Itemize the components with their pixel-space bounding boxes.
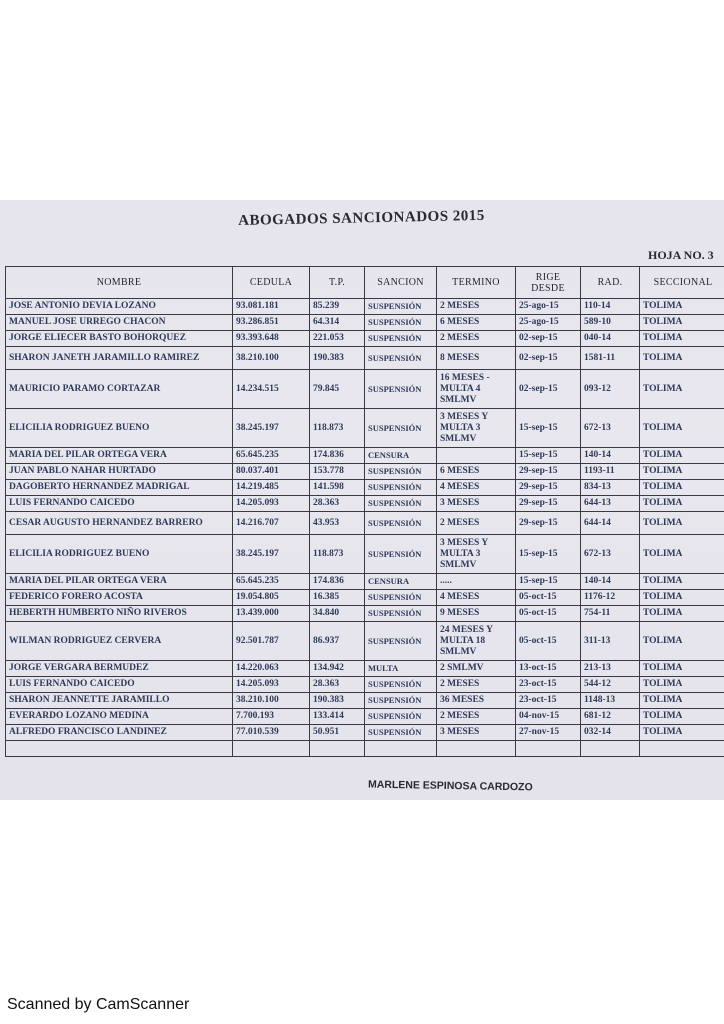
empty-cell	[437, 741, 516, 757]
cell-sancion: SUSPENSIÓN	[365, 677, 437, 693]
cell-cedula: 38.245.197	[233, 535, 310, 574]
cell-cedula: 93.081.181	[233, 299, 310, 315]
cell-sancion: MULTA	[365, 661, 437, 677]
cell-sancion: SUSPENSIÓN	[365, 496, 437, 512]
cell-rad: 672-13	[581, 535, 640, 574]
cell-tp: 174.836	[310, 448, 365, 464]
cell-cedula: 14.205.093	[233, 677, 310, 693]
cell-rige-desde: 23-oct-15	[516, 693, 581, 709]
cell-nombre: JUAN PABLO NAHAR HURTADO	[6, 464, 233, 480]
cell-cedula: 92.501.787	[233, 622, 310, 661]
cell-cedula: 65.645.235	[233, 574, 310, 590]
header-rige-desde: RIGE DESDE	[516, 267, 581, 299]
cell-nombre: EVERARDO LOZANO MEDINA	[6, 709, 233, 725]
cell-sancion: SUSPENSIÓN	[365, 606, 437, 622]
cell-nombre: JORGE VERGARA BERMUDEZ	[6, 661, 233, 677]
cell-rad: 311-13	[581, 622, 640, 661]
cell-nombre: ALFREDO FRANCISCO LANDINEZ	[6, 725, 233, 741]
cell-tp: 86.937	[310, 622, 365, 661]
cell-tp: 16.385	[310, 590, 365, 606]
table-row	[6, 535, 724, 574]
cell-cedula: 13.439.000	[233, 606, 310, 622]
cell-termino: 6 MESES	[437, 315, 516, 331]
cell-cedula: 65.645.235	[233, 448, 310, 464]
cell-sancion: SUSPENSIÓN	[365, 590, 437, 606]
header-rad: RAD.	[581, 267, 640, 299]
cell-termino: .....	[437, 574, 516, 590]
table-row	[6, 464, 724, 480]
cell-rige-desde: 29-sep-15	[516, 512, 581, 535]
cell-rige-desde: 05-oct-15	[516, 622, 581, 661]
cell-seccional: TOLIMA	[640, 590, 724, 606]
cell-seccional: TOLIMA	[640, 299, 724, 315]
cell-seccional: TOLIMA	[640, 512, 724, 535]
cell-termino: 3 MESES Y MULTA 3 SMLMV	[437, 535, 516, 574]
cell-tp: 134.942	[310, 661, 365, 677]
table-row	[6, 448, 724, 464]
cell-cedula: 14.216.707	[233, 512, 310, 535]
cell-nombre: LUIS FERNANDO CAICEDO	[6, 496, 233, 512]
cell-seccional: TOLIMA	[640, 535, 724, 574]
cell-nombre: MARIA DEL PILAR ORTEGA VERA	[6, 448, 233, 464]
table-row	[6, 409, 724, 448]
table-row	[6, 709, 724, 725]
signer-name: MARLENE ESPINOSA CARDOZO	[367, 778, 533, 794]
table-row-empty	[6, 741, 724, 757]
table-row	[6, 370, 724, 409]
cell-seccional: TOLIMA	[640, 347, 724, 370]
empty-cell	[365, 741, 437, 757]
cell-seccional: TOLIMA	[640, 661, 724, 677]
cell-rige-desde: 29-sep-15	[516, 464, 581, 480]
cell-rad: 834-13	[581, 480, 640, 496]
cell-sancion: SUSPENSIÓN	[365, 331, 437, 347]
cell-nombre: MANUEL JOSE URREGO CHACON	[6, 315, 233, 331]
cell-rige-desde: 27-nov-15	[516, 725, 581, 741]
cell-rad: 1176-12	[581, 590, 640, 606]
cell-termino: 3 MESES	[437, 725, 516, 741]
cell-rad: 1581-11	[581, 347, 640, 370]
cell-rige-desde: 15-sep-15	[516, 535, 581, 574]
cell-termino: 24 MESES Y MULTA 18 SMLMV	[437, 622, 516, 661]
cell-nombre: CESAR AUGUSTO HERNANDEZ BARRERO	[6, 512, 233, 535]
cell-nombre: ELICILIA RODRIGUEZ BUENO	[6, 409, 233, 448]
cell-seccional: TOLIMA	[640, 370, 724, 409]
cell-termino: 2 MESES	[437, 331, 516, 347]
cell-rad: 110-14	[581, 299, 640, 315]
table-row	[6, 725, 724, 741]
table-row	[6, 693, 724, 709]
cell-nombre: FEDERICO FORERO ACOSTA	[6, 590, 233, 606]
cell-nombre: JORGE ELIECER BASTO BOHORQUEZ	[6, 331, 233, 347]
table-row	[6, 480, 724, 496]
document-title: ABOGADOS SANCIONADOS 2015	[238, 207, 485, 229]
cell-rad: 589-10	[581, 315, 640, 331]
table-row	[6, 331, 724, 347]
cell-seccional: TOLIMA	[640, 622, 724, 661]
cell-seccional: TOLIMA	[640, 464, 724, 480]
cell-rige-desde: 02-sep-15	[516, 347, 581, 370]
cell-seccional: TOLIMA	[640, 574, 724, 590]
table-row	[6, 590, 724, 606]
cell-nombre: MAURICIO PARAMO CORTAZAR	[6, 370, 233, 409]
empty-cell	[640, 741, 724, 757]
cell-nombre: LUIS FERNANDO CAICEDO	[6, 677, 233, 693]
cell-seccional: TOLIMA	[640, 725, 724, 741]
cell-cedula: 7.700.193	[233, 709, 310, 725]
cell-seccional: TOLIMA	[640, 606, 724, 622]
cell-nombre: SHARON JANETH JARAMILLO RAMIREZ	[6, 347, 233, 370]
cell-seccional: TOLIMA	[640, 693, 724, 709]
cell-termino: 3 MESES	[437, 496, 516, 512]
empty-cell	[310, 741, 365, 757]
cell-rad: 644-13	[581, 496, 640, 512]
cell-tp: 118.873	[310, 535, 365, 574]
cell-rad: 1193-11	[581, 464, 640, 480]
table-row	[6, 315, 724, 331]
cell-tp: 64.314	[310, 315, 365, 331]
cell-nombre: JOSE ANTONIO DEVIA LOZANO	[6, 299, 233, 315]
cell-sancion: SUSPENSIÓN	[365, 512, 437, 535]
cell-sancion: SUSPENSIÓN	[365, 725, 437, 741]
cell-tp: 43.953	[310, 512, 365, 535]
cell-rige-desde: 23-oct-15	[516, 677, 581, 693]
header-sancion: SANCION	[365, 267, 437, 299]
cell-tp: 153.778	[310, 464, 365, 480]
cell-rad: 140-14	[581, 574, 640, 590]
empty-cell	[6, 741, 233, 757]
cell-termino: 2 SMLMV	[437, 661, 516, 677]
table-row	[6, 496, 724, 512]
cell-rad: 672-13	[581, 409, 640, 448]
cell-cedula: 14.234.515	[233, 370, 310, 409]
cell-tp: 190.383	[310, 693, 365, 709]
table-row	[6, 677, 724, 693]
cell-tp: 221.053	[310, 331, 365, 347]
cell-seccional: TOLIMA	[640, 409, 724, 448]
cell-termino: 36 MESES	[437, 693, 516, 709]
table-row	[6, 299, 724, 315]
cell-rad: 093-12	[581, 370, 640, 409]
cell-rige-desde: 13-oct-15	[516, 661, 581, 677]
cell-sancion: SUSPENSIÓN	[365, 709, 437, 725]
cell-termino: 2 MESES	[437, 299, 516, 315]
cell-cedula: 19.054.805	[233, 590, 310, 606]
table-header-row	[6, 267, 724, 299]
table-row	[6, 347, 724, 370]
cell-termino: 2 MESES	[437, 512, 516, 535]
scanner-watermark: Scanned by CamScanner	[7, 996, 190, 1013]
cell-termino: 2 MESES	[437, 677, 516, 693]
cell-rad: 681-12	[581, 709, 640, 725]
cell-termino: 4 MESES	[437, 480, 516, 496]
cell-cedula: 80.037.401	[233, 464, 310, 480]
cell-termino: 2 MESES	[437, 709, 516, 725]
cell-cedula: 38.210.100	[233, 347, 310, 370]
cell-rige-desde: 05-oct-15	[516, 590, 581, 606]
header-cedula: CEDULA	[233, 267, 310, 299]
cell-tp: 133.414	[310, 709, 365, 725]
cell-rige-desde: 29-sep-15	[516, 496, 581, 512]
cell-rad: 644-14	[581, 512, 640, 535]
cell-sancion: SUSPENSIÓN	[365, 480, 437, 496]
cell-cedula: 14.219.485	[233, 480, 310, 496]
cell-rad: 754-11	[581, 606, 640, 622]
cell-nombre: ELICILIA RODRIGUEZ BUENO	[6, 535, 233, 574]
cell-termino: 4 MESES	[437, 590, 516, 606]
cell-nombre: HEBERTH HUMBERTO NIÑO RIVEROS	[6, 606, 233, 622]
cell-sancion: SUSPENSIÓN	[365, 622, 437, 661]
cell-rige-desde: 15-sep-15	[516, 409, 581, 448]
cell-tp: 85.239	[310, 299, 365, 315]
table-body	[6, 299, 724, 757]
sheet-number: HOJA NO. 3	[648, 248, 714, 262]
cell-termino	[437, 448, 516, 464]
sanctioned-lawyers-table	[5, 266, 724, 757]
cell-tp: 174.836	[310, 574, 365, 590]
header-termino: TERMINO	[437, 267, 516, 299]
table-row	[6, 661, 724, 677]
cell-seccional: TOLIMA	[640, 448, 724, 464]
cell-tp: 79.845	[310, 370, 365, 409]
cell-rige-desde: 02-sep-15	[516, 370, 581, 409]
cell-nombre: MARIA DEL PILAR ORTEGA VERA	[6, 574, 233, 590]
header-tp: T.P.	[310, 267, 365, 299]
cell-tp: 190.383	[310, 347, 365, 370]
cell-termino: 8 MESES	[437, 347, 516, 370]
table-row	[6, 622, 724, 661]
cell-rige-desde: 29-sep-15	[516, 480, 581, 496]
cell-termino: 16 MESES - MULTA 4 SMLMV	[437, 370, 516, 409]
cell-rige-desde: 04-nov-15	[516, 709, 581, 725]
cell-sancion: SUSPENSIÓN	[365, 315, 437, 331]
cell-seccional: TOLIMA	[640, 709, 724, 725]
cell-nombre: WILMAN RODRIGUEZ CERVERA	[6, 622, 233, 661]
cell-seccional: TOLIMA	[640, 331, 724, 347]
cell-cedula: 14.220.063	[233, 661, 310, 677]
cell-rige-desde: 02-sep-15	[516, 331, 581, 347]
cell-seccional: TOLIMA	[640, 677, 724, 693]
cell-cedula: 93.393.648	[233, 331, 310, 347]
cell-tp: 141.598	[310, 480, 365, 496]
header-seccional: SECCIONAL	[640, 267, 724, 299]
cell-rige-desde: 05-oct-15	[516, 606, 581, 622]
cell-rad: 140-14	[581, 448, 640, 464]
cell-sancion: CENSURA	[365, 448, 437, 464]
cell-tp: 50.951	[310, 725, 365, 741]
cell-sancion: SUSPENSIÓN	[365, 347, 437, 370]
cell-cedula: 38.210.100	[233, 693, 310, 709]
cell-cedula: 93.286.851	[233, 315, 310, 331]
cell-rige-desde: 15-sep-15	[516, 574, 581, 590]
cell-tp: 34.840	[310, 606, 365, 622]
empty-cell	[581, 741, 640, 757]
cell-tp: 28.363	[310, 677, 365, 693]
cell-seccional: TOLIMA	[640, 496, 724, 512]
cell-sancion: SUSPENSIÓN	[365, 464, 437, 480]
cell-rad: 1148-13	[581, 693, 640, 709]
cell-cedula: 77.010.539	[233, 725, 310, 741]
cell-rige-desde: 25-ago-15	[516, 299, 581, 315]
cell-sancion: SUSPENSIÓN	[365, 535, 437, 574]
cell-nombre: DAGOBERTO HERNANDEZ MADRIGAL	[6, 480, 233, 496]
empty-cell	[233, 741, 310, 757]
cell-seccional: TOLIMA	[640, 315, 724, 331]
cell-seccional: TOLIMA	[640, 480, 724, 496]
table-row	[6, 512, 724, 535]
cell-sancion: SUSPENSIÓN	[365, 409, 437, 448]
cell-termino: 9 MESES	[437, 606, 516, 622]
cell-cedula: 38.245.197	[233, 409, 310, 448]
table-row	[6, 606, 724, 622]
cell-rad: 032-14	[581, 725, 640, 741]
cell-nombre: SHARON JEANNETTE JARAMILLO	[6, 693, 233, 709]
cell-rige-desde: 15-sep-15	[516, 448, 581, 464]
header-nombre: NOMBRE	[6, 267, 233, 299]
cell-sancion: SUSPENSIÓN	[365, 370, 437, 409]
cell-tp: 118.873	[310, 409, 365, 448]
cell-rad: 040-14	[581, 331, 640, 347]
cell-termino: 3 MESES Y MULTA 3 SMLMV	[437, 409, 516, 448]
empty-cell	[516, 741, 581, 757]
cell-tp: 28.363	[310, 496, 365, 512]
cell-rad: 213-13	[581, 661, 640, 677]
cell-termino: 6 MESES	[437, 464, 516, 480]
cell-sancion: SUSPENSIÓN	[365, 299, 437, 315]
cell-rad: 544-12	[581, 677, 640, 693]
table-row	[6, 574, 724, 590]
cell-sancion: SUSPENSIÓN	[365, 693, 437, 709]
cell-cedula: 14.205.093	[233, 496, 310, 512]
cell-rige-desde: 25-ago-15	[516, 315, 581, 331]
cell-sancion: CENSURA	[365, 574, 437, 590]
